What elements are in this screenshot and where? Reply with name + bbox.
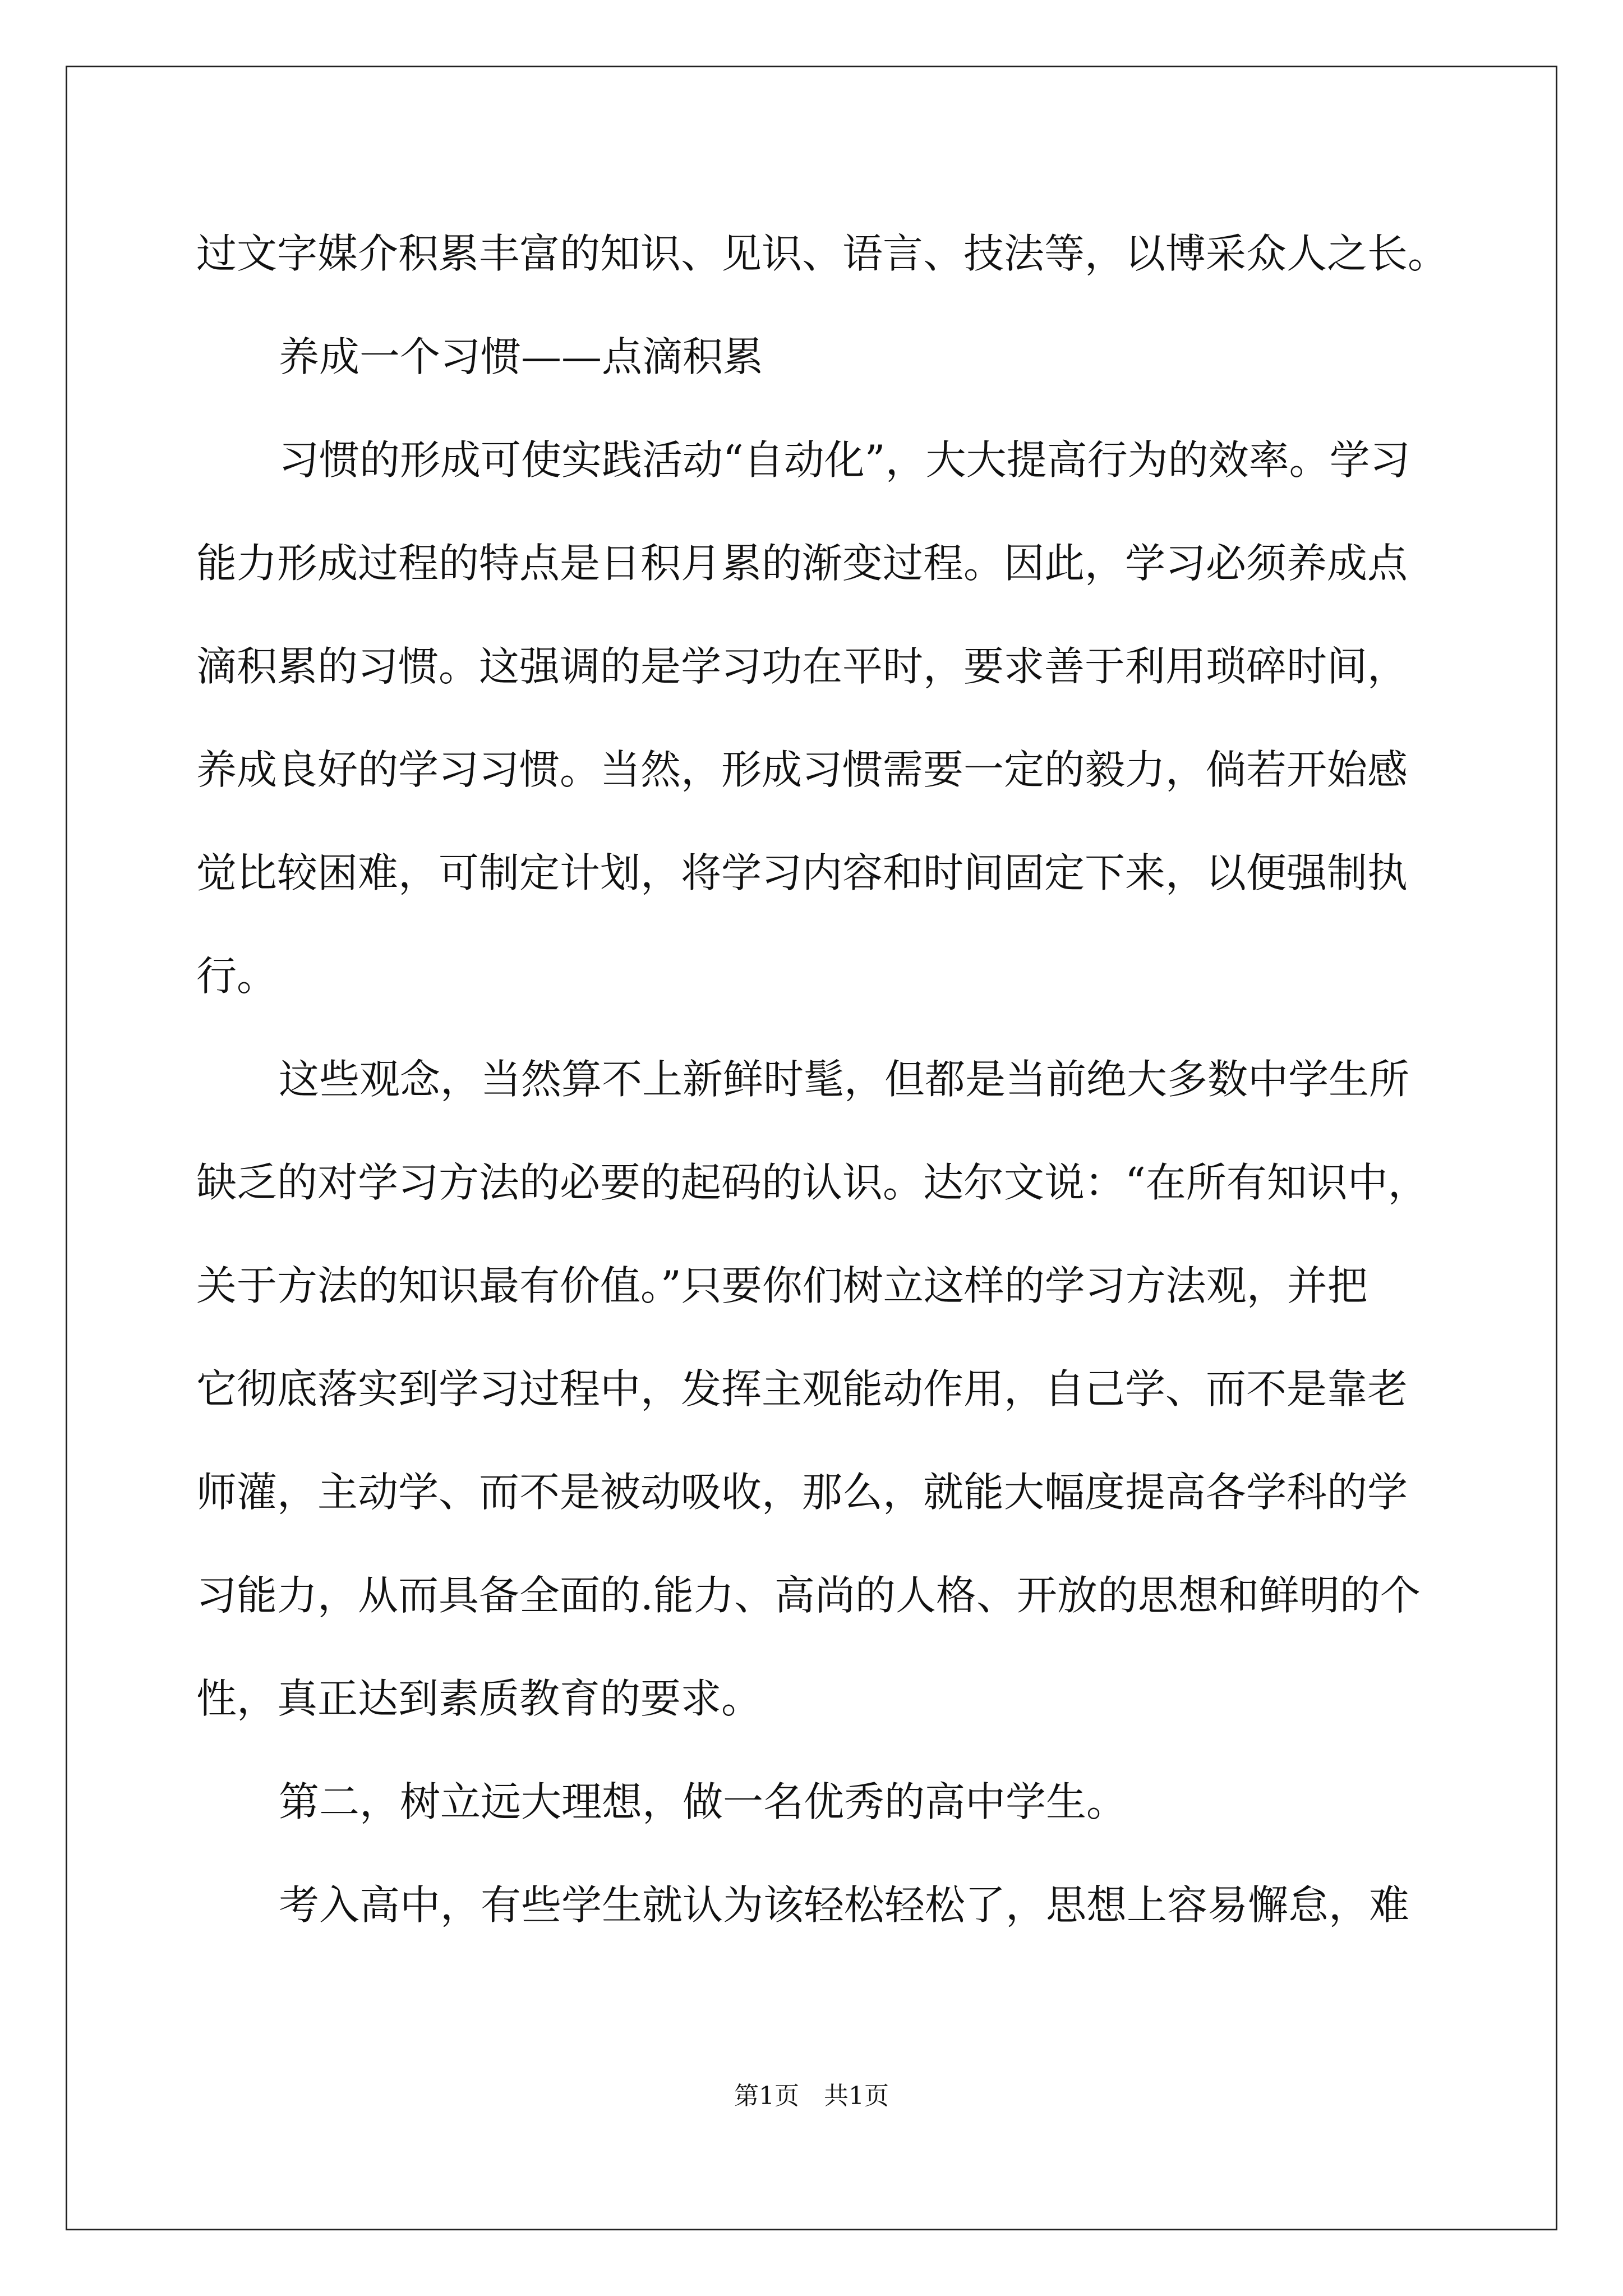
text-line: 师灌，主动学、而不是被动吸收，那么，就能大幅度提高各学科的学	[196, 1469, 1408, 1516]
text-line: 过文字媒介积累丰富的知识、见识、语言、技法等，以博采众人之长。	[196, 230, 1449, 277]
document-body	[196, 202, 1449, 1957]
text-line: 这些观念，当然算不上新鲜时髦，但都是当前绝大多数中学生所	[279, 1056, 1410, 1103]
text-line: 行。	[196, 953, 278, 1000]
text-line: 习能力，从而具备全面的.能力、高尚的人格、开放的思想和鲜明的个	[196, 1572, 1421, 1619]
text-line: 它彻底落实到学习过程中，发挥主观能动作用，自己学、而不是靠老	[196, 1365, 1408, 1412]
text-line: 习惯的形成可使实践活动“自动化”，大大提高行为的效率。学习	[279, 436, 1410, 484]
page-footer: 第1页 共1页	[734, 2082, 889, 2110]
section-heading: 养成一个习惯——点滴积累	[279, 333, 764, 380]
text-line: 能力形成过程的特点是日积月累的渐变过程。因此，学习必须养成点	[196, 540, 1408, 587]
text-line: 关于方法的知识最有价值。”只要你们树立这样的学习方法观，并把	[196, 1262, 1368, 1309]
text-line: 性，真正达到素质教育的要求。	[196, 1675, 762, 1722]
text-line: 滴积累的习惯。这强调的是学习功在平时，要求善于利用琐碎时间，	[196, 643, 1408, 690]
text-line: 觉比较困难，可制定计划，将学习内容和时间固定下来，以便强制执	[196, 849, 1408, 896]
text-line: 考入高中，有些学生就认为该轻松轻松了，思想上容易懈怠，难	[279, 1881, 1410, 1929]
text-line: 缺乏的对学习方法的必要的起码的认识。达尔文说：“在所有知识中，	[196, 1159, 1428, 1206]
text-line: 养成良好的学习习惯。当然，形成习惯需要一定的毅力，倘若开始感	[196, 746, 1408, 793]
section-heading: 第二，树立远大理想，做一名优秀的高中学生。	[279, 1778, 1127, 1825]
